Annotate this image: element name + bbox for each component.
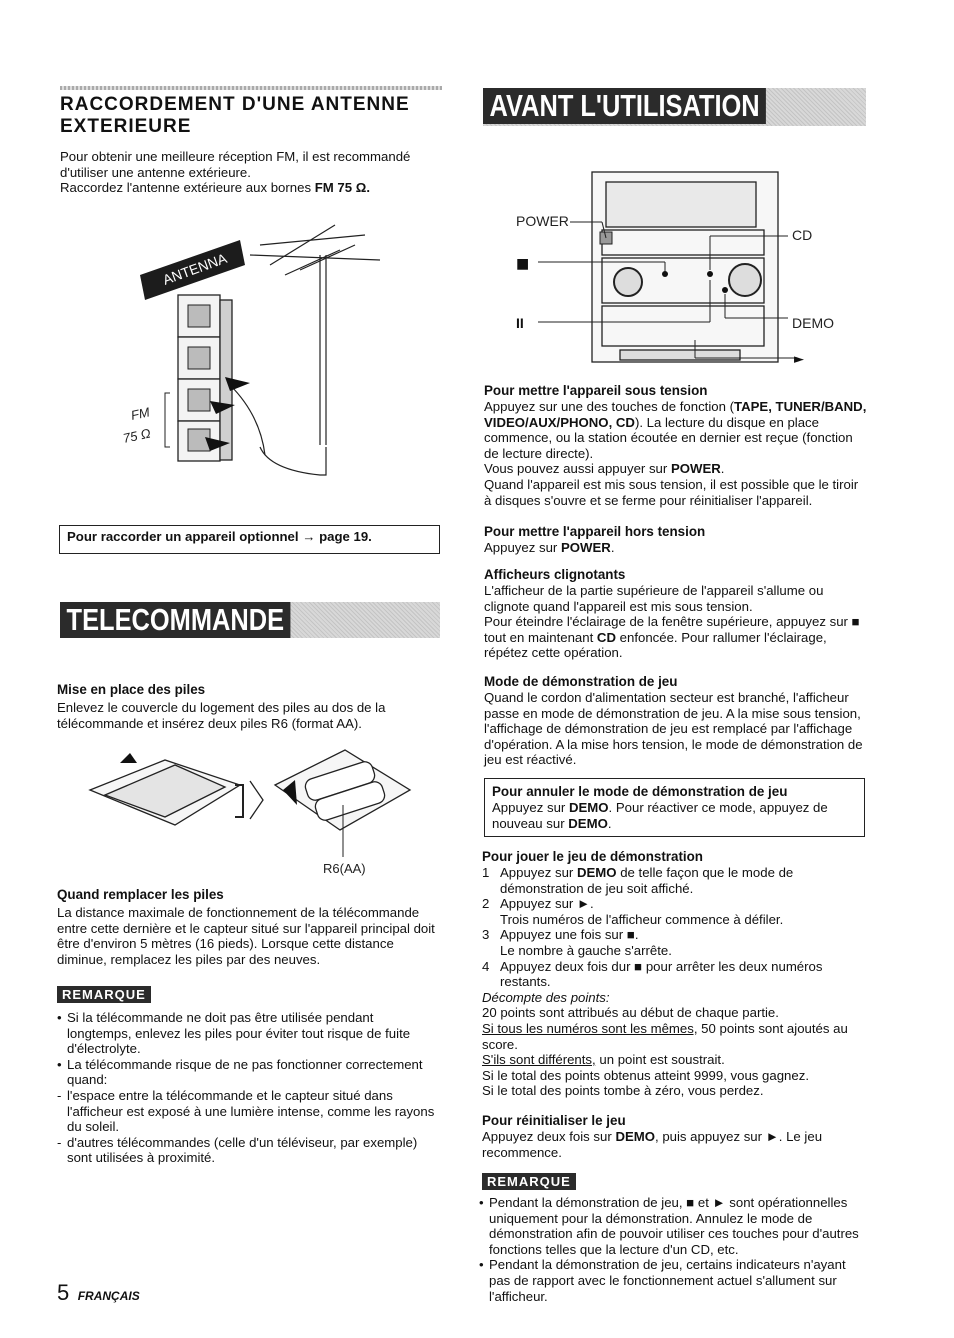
battery-fig-label: R6(AA) bbox=[323, 861, 366, 876]
demo-heading: Mode de démonstration de jeu bbox=[484, 674, 678, 689]
stereo-illustration bbox=[510, 170, 850, 370]
power-on-section bbox=[484, 383, 867, 508]
replace-heading: Quand remplacer les piles bbox=[57, 887, 224, 902]
power-on-text-2: Vous pouvez aussi appuyer sur POWER. bbox=[484, 461, 725, 477]
fig-cd-label: CD bbox=[792, 227, 813, 243]
step-3: 3 Appuyez une fois sur ■. Le nombre à gauche s'arrête. bbox=[482, 927, 672, 958]
fig-pause-label: II bbox=[516, 315, 524, 331]
power-off-section bbox=[484, 524, 867, 556]
left-remark-badge bbox=[57, 986, 151, 1004]
play-heading: Pour jouer le jeu de démonstration bbox=[482, 849, 703, 864]
antenna-heading: RACCORDEMENT D'UNE ANTENNE EXTERIEURE bbox=[60, 94, 410, 137]
power-on-text-3: Quand l'appareil est mis sous tension, il est possible que le tiroir à disques s'ouvre et se ferme pour réinitialiser l'appareil. bbox=[484, 476, 859, 508]
power-off-heading: Pour mettre l'appareil hors tension bbox=[484, 524, 706, 539]
optional-device-box bbox=[59, 525, 440, 554]
usage-banner-label: AVANT L'UTILISATION bbox=[483, 88, 766, 124]
battery-illustration bbox=[85, 745, 415, 880]
antenna-fig-fm: FM bbox=[129, 404, 151, 423]
page-number: 5 bbox=[57, 1280, 70, 1305]
left-remark-list bbox=[57, 1010, 441, 1166]
antenna-fig-label: ANTENNA bbox=[160, 249, 229, 288]
antenna-intro bbox=[60, 149, 445, 196]
batteries-section bbox=[57, 682, 441, 731]
right-remark-badge bbox=[482, 1173, 576, 1191]
page-language: FRANÇAIS bbox=[77, 1289, 140, 1303]
remote-banner-label: TELECOMMANDE bbox=[60, 602, 291, 638]
blink-heading: Afficheurs clignotants bbox=[484, 567, 626, 582]
left-remark-2: • La télécommande risque de ne pas fonctionner correctement quand: - l'espace entre la télécommande et le capteur situé dans l'afficheur est exposé à une lumière intense, comme les rayons du soleil. - d'autres télécommandes (celle d'un téléviseur, par exemple) sont utilisées à proximité. bbox=[57, 1057, 441, 1166]
optional-device-text: Pour raccorder un appareil optionnel → page 19. bbox=[67, 529, 372, 544]
batteries-text: Enlevez le couvercle du logement des piles au dos de la télécommande et insérez deux piles R6 (format AA). bbox=[57, 700, 386, 731]
right-remark-list bbox=[479, 1195, 863, 1304]
right-remark-badge-label: REMARQUE bbox=[482, 1173, 576, 1190]
step-4: 4 Appuyez deux fois dur ■ pour arrêter les deux numéros restants. bbox=[482, 958, 823, 990]
page-footer bbox=[57, 1280, 140, 1306]
right-remark-1: • Pendant la démonstration de jeu, ■ et ► sont opérationnelles uniquement pour la démonstration. Annulez le mode de démonstration afin de pouvoir utiliser ces touches pour d'autres fonctions telles que la lecture d'un CD, etc. bbox=[479, 1195, 863, 1257]
power-on-heading: Pour mettre l'appareil sous tension bbox=[484, 383, 708, 398]
cancel-demo-box bbox=[484, 778, 865, 837]
left-remark-badge-label: REMARQUE bbox=[57, 986, 151, 1003]
blink-section bbox=[484, 567, 867, 661]
score-4: Si le total des points obtenus atteint 9999, vous gagnez. bbox=[482, 1067, 809, 1083]
right-remark-2: • Pendant la démonstration de jeu, certains indicateurs n'ayant pas de rapport avec le fonctionnement actuel s'allument sur l'afficheur. bbox=[479, 1257, 863, 1304]
play-section bbox=[482, 849, 866, 1099]
left-remark-1: • Si la télécommande ne doit pas être utilisée pendant longtemps, enlevez les piles pour éviter tout risque de fuite d'électrolyte. bbox=[57, 1010, 441, 1057]
replace-section bbox=[57, 887, 441, 967]
step-2: 2 Appuyez sur ►. Trois numéros de l'afficheur commence à défiler. bbox=[482, 896, 784, 927]
replace-text: La distance maximale de fonctionnement de la télécommande entre cette dernière et le capteur situé sur l'appareil principal doit être d'environ 5 mètres (16 pieds). Lorsque cette distance diminue, remplacez les piles par des neuves. bbox=[57, 905, 435, 967]
left-top-rule bbox=[60, 86, 442, 90]
reset-text: Appuyez deux fois sur DEMO, puis appuyez sur ►. Le jeu recommence. bbox=[482, 1129, 823, 1160]
antenna-fig-ohm: 75 Ω bbox=[121, 425, 152, 446]
demo-text: Quand le cordon d'alimentation secteur est branché, l'afficheur passe en mode de démonstration de jeu. A la mise sous tension, l'affichage de démonstration de jeu est remplacé par l'affichage d'opération. A la mise hors tension, le mode de démonstration de jeu est réactivé. bbox=[484, 690, 863, 768]
blink-text-1: L'afficheur de la partie supérieure de l'appareil s'allume ou clignote quand l'appareil est mis sous tension. bbox=[484, 583, 824, 614]
demo-section bbox=[484, 674, 867, 768]
score-2: Si tous les numéros sont les mêmes, 50 points sont ajoutés au score. bbox=[482, 1020, 848, 1052]
usage-banner bbox=[483, 88, 866, 126]
fig-play-label: ► bbox=[794, 352, 804, 367]
cancel-heading: Pour annuler le mode de démonstration de jeu bbox=[492, 784, 788, 799]
fig-power-label: POWER bbox=[516, 213, 569, 229]
antenna-text-1: Pour obtenir une meilleure réception FM, il est recommandé d'utiliser une antenne extérieure. bbox=[60, 149, 411, 180]
score-title: Décompte des points: bbox=[482, 989, 610, 1005]
reset-section bbox=[482, 1113, 866, 1160]
blink-text-2: Pour éteindre l'éclairage de la fenêtre supérieure, appuyez sur ■ tout en maintenant CD enfoncée. Pour rallumer l'éclairage, répétez cette opération. bbox=[484, 614, 860, 661]
remote-banner bbox=[60, 602, 440, 638]
left-remark-2a: - l'espace entre la télécommande et le capteur situé dans l'afficheur est exposé à une lumière intense, comme les rayons du soleil. bbox=[57, 1088, 441, 1135]
batteries-heading: Mise en place des piles bbox=[57, 682, 206, 697]
score-1: 20 points sont attribués au début de chaque partie. bbox=[482, 1005, 779, 1021]
fig-demo-label: DEMO bbox=[792, 315, 834, 331]
power-off-text: Appuyez sur POWER. bbox=[484, 540, 615, 555]
cancel-text: Appuyez sur DEMO. Pour réactiver ce mode, appuyez de nouveau sur DEMO. bbox=[492, 800, 828, 831]
reset-heading: Pour réinitialiser le jeu bbox=[482, 1113, 626, 1128]
power-on-text-1: Appuyez sur une des touches de fonction (TAPE, TUNER/BAND, VIDEO/AUX/PHONO, CD). La lecture du disque en place commence, ou la station écoutée en dernier est reçue (fonction de lecture directe). bbox=[484, 399, 867, 461]
score-3: S'ils sont différents, un point est soustrait. bbox=[482, 1052, 725, 1068]
step-1: 1 Appuyez sur DEMO de telle façon que le mode de démonstration de jeu soit affiché. bbox=[482, 865, 794, 896]
left-remark-2b: - d'autres télécommandes (celle d'un téléviseur, par exemple) sont utilisées à proximité. bbox=[57, 1135, 441, 1166]
fig-stop-label: ■ bbox=[516, 256, 530, 272]
antenna-text-2: Raccordez l'antenne extérieure aux bornes FM 75 Ω. bbox=[60, 180, 370, 196]
antenna-illustration bbox=[110, 215, 400, 495]
score-5: Si le total des points tombe à zéro, vous perdez. bbox=[482, 1083, 764, 1099]
